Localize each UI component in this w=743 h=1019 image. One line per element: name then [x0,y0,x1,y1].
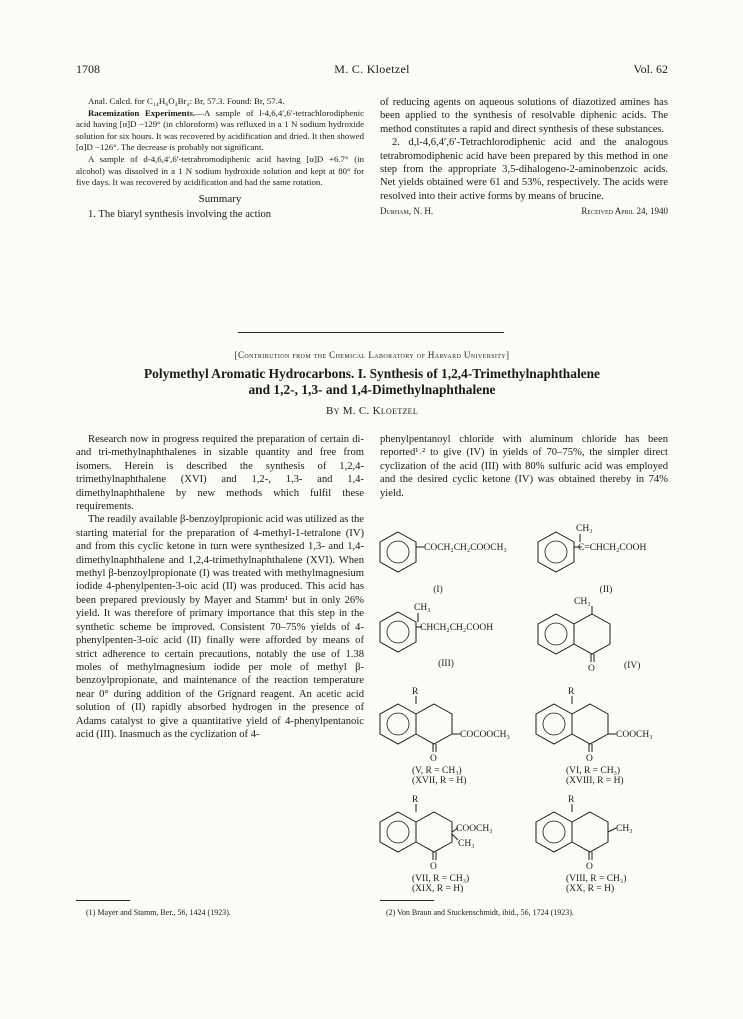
structure-VIII [536,795,633,894]
footnote-1: (1) Mayer and Stamm, Ber., 56, 1424 (1923). [86,908,231,917]
struct-VI-substituent: COOCH₃ [616,730,653,740]
volume-label: Vol. 62 [633,62,668,76]
section-divider [238,332,504,333]
struct-VI-label-2: (XVIII, R = H) [566,776,624,786]
structure-VII [380,795,493,894]
title-line-2: and 1,2-, 1,3- and 1,4-Dimethylnaphthalene [248,382,496,397]
signature-line [380,204,668,218]
struct-VIII-label-1: (VIII, R = CH₃) [566,874,627,884]
structure-I [380,532,507,595]
struct-II-substituent: C=CHCH₂COOH [578,543,647,553]
struct-VI-oxygen: O [586,754,593,764]
struct-IV-oxygen: O [588,664,595,674]
struct-II-ch3: CH₃ [576,524,593,534]
running-header [76,62,668,78]
cyclization-paragraph: phenylpentanoyl chloride with aluminum chloride has been reported¹˒² to give (IV) in yields of 70–75%, the simpler direct cyclization of the acid (III) with 80% sulfuric acid was employed and the desired cyclic ketone (IV) was obtained thereby in 74% yield. [380,434,668,499]
structure-III [380,603,493,669]
struct-IV-label: (IV) [624,661,641,671]
intro-paragraph: Research now in progress required the preparation of certain di- and tri-methylnaphthalenes in sizable quantity and free from isomers. Herein is described the synthesis of 1,2,4-trimethylnaphthalene (XVI) and 1,2-, 1,3- and 1,4-dimethylnaphthalene by new methods which fulfil these requirements. [76,434,364,513]
struct-I-label: (I) [433,585,443,595]
struct-VII-oxygen: O [430,862,437,872]
racemization-paragraph [76,108,364,154]
struct-VIII-label-2: (XX, R = H) [566,884,615,894]
summary-item-2: 2. d,l-4,6,4′,6′-Tetrachlorodiphenic acid and the analogous tetrabromodiphenic acid have been prepared by this method in one step from the appropriate 3,5-dihalogeno-2-aminobenzoic acids. Net yields obtained were 61 and 53%, respectively. The acids were resolved into their active forms by means of brucine. [380,137,668,202]
struct-III-substituent: CHCH₂CH₂COOH [420,623,494,633]
summary-heading: Summary [198,192,242,205]
struct-I-substituent: COCH₂CH₂COOCH₃ [424,543,507,553]
tetrabromo-paragraph: A sample of d-4,6,4′,6′-tetrabromodiphenic acid having [α]D +6.7° (in alcohol) was dissolved in a 1 N sodium hydroxide solution and kept at 80° for five days. It was recovered by acidification and had the same rotation. [76,153,364,188]
struct-VIII-substituent: CH₃ [616,824,633,834]
summary-item-1-cont: of reducing agents on aqueous solutions of diazotized amines has been applied to the synthesis of resolvable diphenic acids. The method constitutes a rapid and direct synthesis of these substances. [380,97,668,135]
analysis-line: Anal. Calcd. for C₁₄H₆O₄Br₄: Br, 57.3. Found: Br, 57.4. [88,96,285,106]
struct-VI-label-1: (VI, R = CH₃) [566,766,621,776]
struct-V-r: R [412,687,419,697]
synthesis-paragraph: The readily available β-benzoylpropionic acid was utilized as the starting material for the preparation of 4-methyl-1-tetralone (IV) and from this cyclic ketone in turn were synthesized 1,3- and 1,4-dimethylnaphthalene and 1,2,4-trimethylnaphthalene (XVI). When methyl β-benzoylpropionate (I) was treated with methylmagnesium iodide 4-phenylpenten-3-oic acid (II) was produced. This acid has been prepared previously by Mayer and Stamm¹ but in only 26% yield. It was therefore of primary importance that this step in the synthetic scheme be improved. Consistent 70–75% yields of 4-phenylpenten-3-oic acid (II) finally were afforded by means of strict adherence to certain precautions, notably the use of 1.38 moles of methylmagnesium iodide per mole of methyl β-benzoylpropionate, and maintenance of the reaction temperature near 0° during addition of the Grignard reagent. An acetic acid solution of (II) rapidly absorbed hydrogen in the presence of Adams catalyst to give a quantitative yield of 4-phenylpentanoic acid (III). Inasmuch as the cyclization of 4- [76,514,365,740]
header-author: M. C. Kloetzel [334,62,410,76]
struct-IV-ch3: CH₃ [574,597,591,607]
structure-VI [536,687,653,786]
contribution-line: [Contribution from the Chemical Laboratory of Harvard University] [234,350,510,360]
struct-VII-ch3: CH₃ [458,839,475,849]
racemization-heading: Racemization Experiments. [88,107,196,118]
struct-V-substituent: COCOOCH₃ [460,730,510,740]
title-line-1: Polymethyl Aromatic Hydrocarbons. I. Synthesis of 1,2,4-Trimethylnaphthalene [143,366,601,381]
struct-V-label-1: (V, R = CH₃) [412,766,462,776]
struct-VIII-r: R [568,795,575,805]
summary-item-1: 1. The biaryl synthesis involving the action [88,209,272,221]
article-title [76,366,668,398]
struct-VII-label-1: (VII, R = CH₃) [412,874,470,884]
struct-V-oxygen: O [430,754,437,764]
struct-VIII-oxygen: O [586,862,593,872]
page-number: 1708 [76,62,100,76]
racemization-text: —A sample of l-4,6,4′,6′-tetrachlorodiphenic acid having [α]D −129° (in chloroform) was refluxed in a 1 N sodium hydroxide solution for six hours. It was recovered by acidification and dried. It then showed [α]D −126°. The decrease is probably not significant. [76,107,364,153]
place-text: Durham, N. H. [380,206,434,217]
byline: By M. C. Kloetzel [325,405,419,417]
body-left-column [76,433,364,741]
structures-svg [378,520,670,896]
struct-VI-r: R [568,687,575,697]
struct-VII-substituent: COOCH₃ [456,824,493,834]
struct-III-label: (III) [438,659,454,669]
structure-IV [538,597,640,674]
structure-II [538,524,646,595]
struct-VII-r: R [412,795,419,805]
structure-V [380,687,510,786]
footnote-2: (2) Von Braun and Stuckenschmidt, ibid., 56, 1724 (1923). [386,908,574,917]
previous-article-end-right [380,96,668,218]
struct-VII-label-2: (XIX, R = H) [412,884,464,894]
received-date: Received April 24, 1940 [581,206,668,217]
struct-V-label-2: (XVII, R = H) [412,776,467,786]
struct-II-label: (II) [599,585,613,595]
footnote-rule-right [380,900,434,901]
previous-article-end-left [76,96,364,222]
body-right-column [380,433,668,500]
footnote-rule-left [76,900,130,901]
structures-figure [378,520,670,896]
struct-III-ch3: CH₃ [414,603,431,613]
